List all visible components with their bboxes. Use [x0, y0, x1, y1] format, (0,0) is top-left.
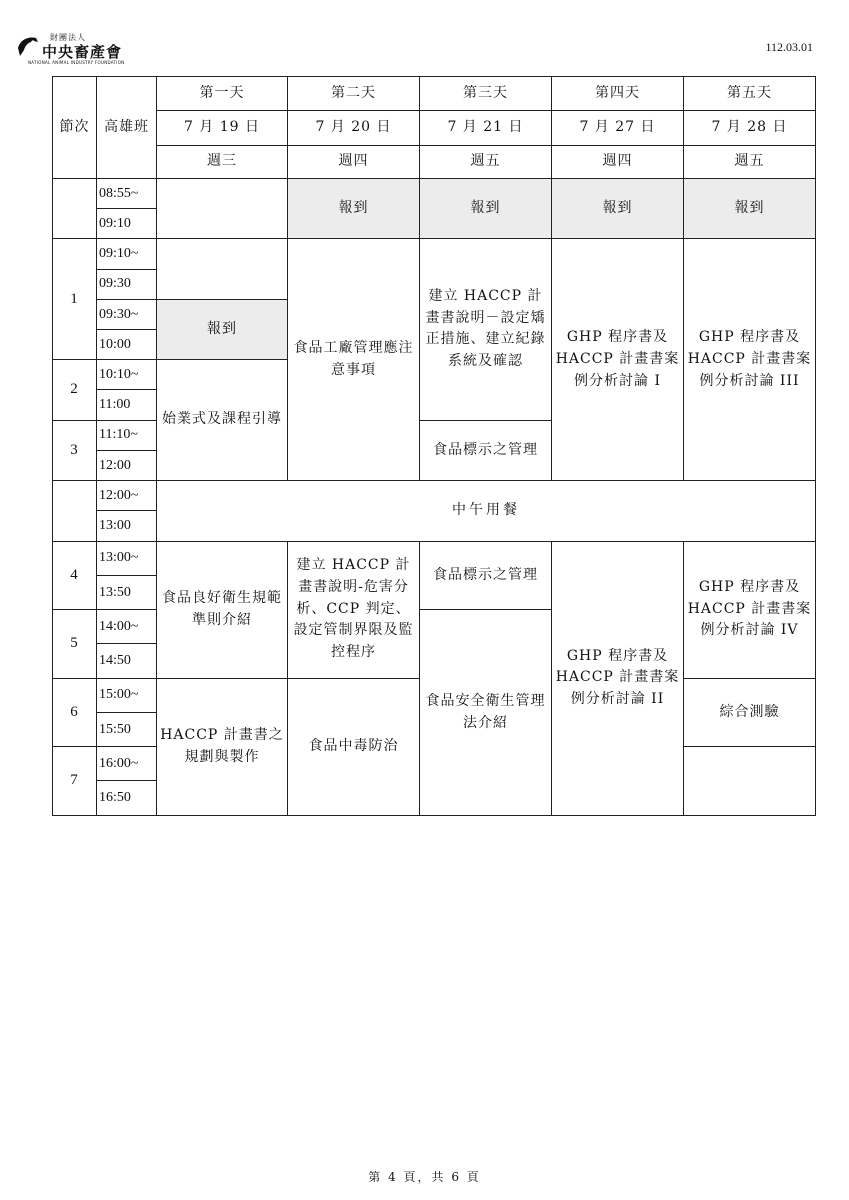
period-number: 7 — [53, 747, 97, 816]
checkin-cell: 報到 — [552, 178, 684, 238]
lunch-cell: 中午用餐 — [157, 481, 816, 541]
header-row-weekdays — [53, 145, 816, 178]
time-cell: 15:00~ — [97, 678, 157, 712]
period-number: 2 — [53, 360, 97, 420]
time-row — [53, 239, 816, 269]
period-cell-empty — [53, 481, 97, 541]
course-cell: GHP 程序書及 HACCP 計畫書案例分析討論 I — [552, 239, 684, 481]
time-cell: 13:50 — [97, 575, 157, 609]
time-cell: 09:10~ — [97, 239, 157, 269]
day-label: 第五天 — [684, 77, 816, 111]
time-row — [53, 481, 816, 511]
checkin-cell: 報到 — [157, 299, 288, 359]
ox-logo-icon — [16, 34, 40, 58]
day-weekday: 週五 — [420, 145, 552, 178]
day-date: 7 月 20 日 — [288, 111, 420, 145]
time-cell: 13:00~ — [97, 541, 157, 575]
time-cell: 12:00~ — [97, 481, 157, 511]
day-label: 第一天 — [157, 77, 288, 111]
time-cell: 16:00~ — [97, 747, 157, 781]
checkin-cell: 報到 — [288, 178, 420, 238]
course-cell: 食品良好衛生規範準則介紹 — [157, 541, 288, 678]
day-date: 7 月 21 日 — [420, 111, 552, 145]
day-date: 7 月 28 日 — [684, 111, 816, 145]
time-cell: 10:00 — [97, 329, 157, 359]
org-english-name: NATIONAL ANIMAL INDUSTRY FOUNDATION — [28, 60, 125, 65]
header-row-days — [53, 77, 816, 111]
time-cell: 14:50 — [97, 644, 157, 678]
day-weekday: 週五 — [684, 145, 816, 178]
time-cell: 11:10~ — [97, 420, 157, 450]
period-cell-empty — [53, 178, 97, 238]
time-cell: 09:30 — [97, 269, 157, 299]
schedule-table — [52, 76, 816, 816]
time-row — [53, 541, 816, 575]
org-logo — [14, 30, 124, 66]
period-number: 6 — [53, 678, 97, 747]
period-number: 3 — [53, 420, 97, 480]
course-cell: 食品中毒防治 — [288, 678, 420, 815]
time-cell: 08:55~ — [97, 178, 157, 208]
day-label: 第四天 — [552, 77, 684, 111]
period-number: 1 — [53, 239, 97, 360]
day-weekday: 週三 — [157, 145, 288, 178]
header-row-dates — [53, 111, 816, 145]
course-cell: GHP 程序書及 HACCP 計畫書案例分析討論 III — [684, 239, 816, 481]
time-cell: 14:00~ — [97, 610, 157, 644]
checkin-cell: 報到 — [684, 178, 816, 238]
course-cell: 始業式及課程引導 — [157, 360, 288, 481]
course-cell: 食品標示之管理 — [420, 541, 552, 610]
course-cell-empty — [157, 178, 288, 238]
course-cell: 綜合測驗 — [684, 678, 816, 747]
time-cell: 15:50 — [97, 712, 157, 746]
day-date: 7 月 19 日 — [157, 111, 288, 145]
time-cell: 11:00 — [97, 390, 157, 420]
course-cell: 建立 HACCP 計畫書說明－設定矯正措施、建立紀錄系統及確認 — [420, 239, 552, 420]
course-cell: 食品工廠管理應注意事項 — [288, 239, 420, 481]
course-cell: GHP 程序書及 HACCP 計畫書案例分析討論 II — [552, 541, 684, 815]
day-label: 第三天 — [420, 77, 552, 111]
period-number: 5 — [53, 610, 97, 679]
course-cell: 食品標示之管理 — [420, 420, 552, 480]
day-weekday: 週四 — [552, 145, 684, 178]
time-cell: 13:00 — [97, 511, 157, 541]
org-sub-label: 財團法人 — [50, 33, 86, 42]
time-cell: 09:10 — [97, 209, 157, 239]
document-date: 112.03.01 — [765, 40, 813, 54]
course-cell: 食品安全衛生管理法介紹 — [420, 610, 552, 816]
page-number: 第 4 頁，共 6 頁 — [368, 1170, 481, 1184]
corner-period-header: 節次 — [53, 77, 97, 179]
day-date: 7 月 27 日 — [552, 111, 684, 145]
time-row — [53, 178, 816, 208]
corner-class-header: 高雄班 — [97, 77, 157, 179]
course-cell: GHP 程序書及 HACCP 計畫書案例分析討論 IV — [684, 541, 816, 678]
period-number: 4 — [53, 541, 97, 610]
day-label: 第二天 — [288, 77, 420, 111]
time-cell: 09:30~ — [97, 299, 157, 329]
course-cell: HACCP 計畫書之規劃與製作 — [157, 678, 288, 815]
day-weekday: 週四 — [288, 145, 420, 178]
course-cell-empty — [157, 239, 288, 299]
course-cell-empty — [684, 747, 816, 816]
time-cell: 10:10~ — [97, 360, 157, 390]
checkin-cell: 報到 — [420, 178, 552, 238]
org-name: 中央畜產會 — [42, 43, 123, 61]
time-cell: 16:50 — [97, 781, 157, 816]
time-cell: 12:00 — [97, 450, 157, 480]
course-cell: 建立 HACCP 計畫書說明-危害分析、CCP 判定、設定管制界限及監控程序 — [288, 541, 420, 678]
